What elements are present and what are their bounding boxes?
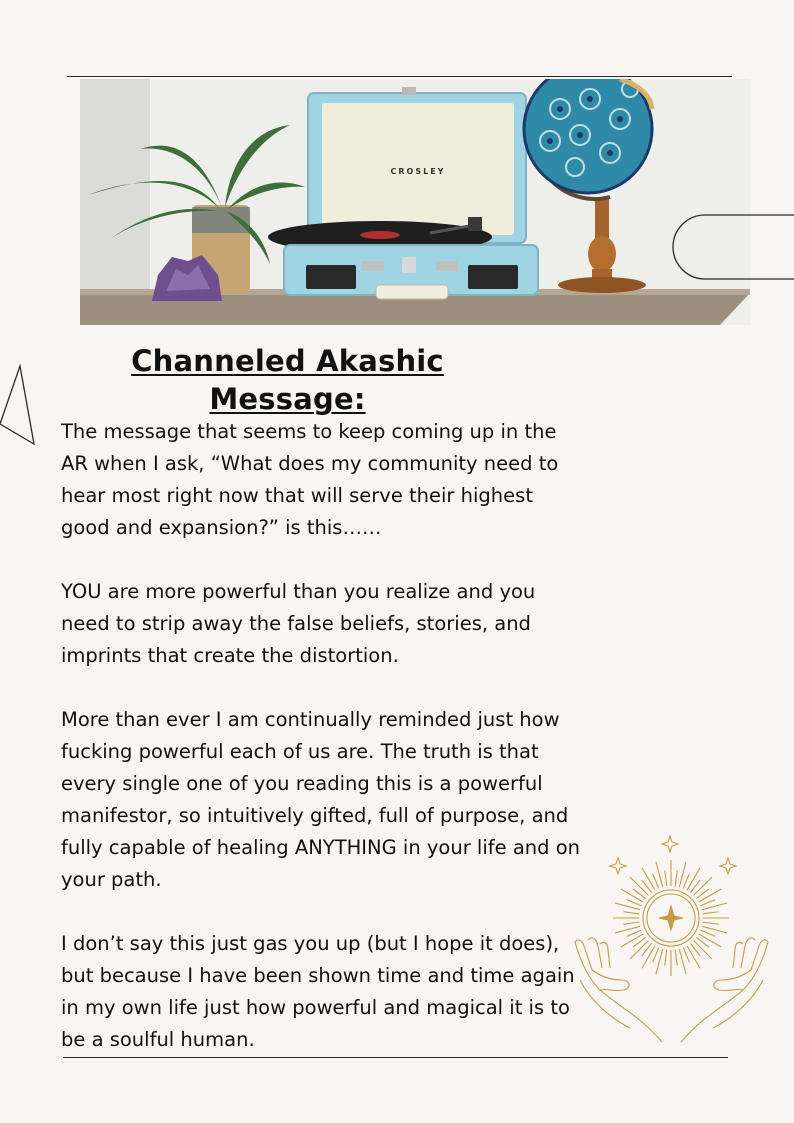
sun-ray [665, 870, 667, 886]
sun-ray [653, 874, 659, 889]
sun-ray [703, 922, 719, 924]
sun-ray [627, 930, 642, 936]
triangle-outline [0, 360, 40, 446]
sun-ray [623, 912, 639, 914]
paragraph-3: More than ever I am continually reminded just how fucking powerful each of us are. The truth is that every single one of you reading this is a powerful manifestor, so intuitively gifted, full of purpose, and fully capable of healing ANYTHING in your life and on your path. [61, 708, 581, 891]
sun-ray [699, 889, 722, 902]
paragraph-4: I don’t say this just gas you up (but I hope it does), but because I have been shown time and time again in my own life just how powerful and magical it is to be a soulful human. [61, 932, 575, 1051]
sun-ray [630, 877, 648, 895]
message-body [61, 416, 581, 1088]
sun-hands-illustration [570, 830, 775, 1045]
sun-ray [627, 900, 642, 906]
paragraph-1: The message that seems to keep coming up in the AR when I ask, “What does my community need to hear most right now that will serve their highest good and expansion?” is this…… [61, 420, 559, 539]
sun-ray [621, 934, 644, 947]
sun-ray [683, 948, 689, 963]
crosley-logo: CROSLEY [390, 167, 446, 176]
sun-ray [623, 922, 639, 924]
turntable-photo [80, 79, 750, 325]
sun-ray [621, 889, 644, 902]
sun-ray [687, 868, 700, 891]
sun-ray [701, 930, 716, 936]
sun-ray [642, 946, 655, 969]
top-divider [67, 76, 732, 77]
half-circle-outline [672, 214, 794, 280]
sun-ray [675, 950, 677, 966]
sun-ray [675, 870, 677, 886]
bottom-divider [63, 1057, 728, 1058]
page-title: Channeled Akashic Message: [131, 344, 444, 416]
sun-ray [694, 941, 712, 959]
sun-ray [699, 934, 722, 947]
sun-ray [701, 900, 716, 906]
paragraph-2: YOU are more powerful than you realize and you need to strip away the false beliefs, stories, and imprints that create the distortion. [61, 580, 536, 667]
sun-ray [653, 948, 659, 963]
sun-ray [694, 877, 712, 895]
sun-ray [642, 868, 655, 891]
sun-ray [683, 874, 689, 889]
sun-ray [630, 941, 648, 959]
sun-ray [703, 912, 719, 914]
sun-ray [665, 950, 667, 966]
sun-ray [687, 946, 700, 969]
